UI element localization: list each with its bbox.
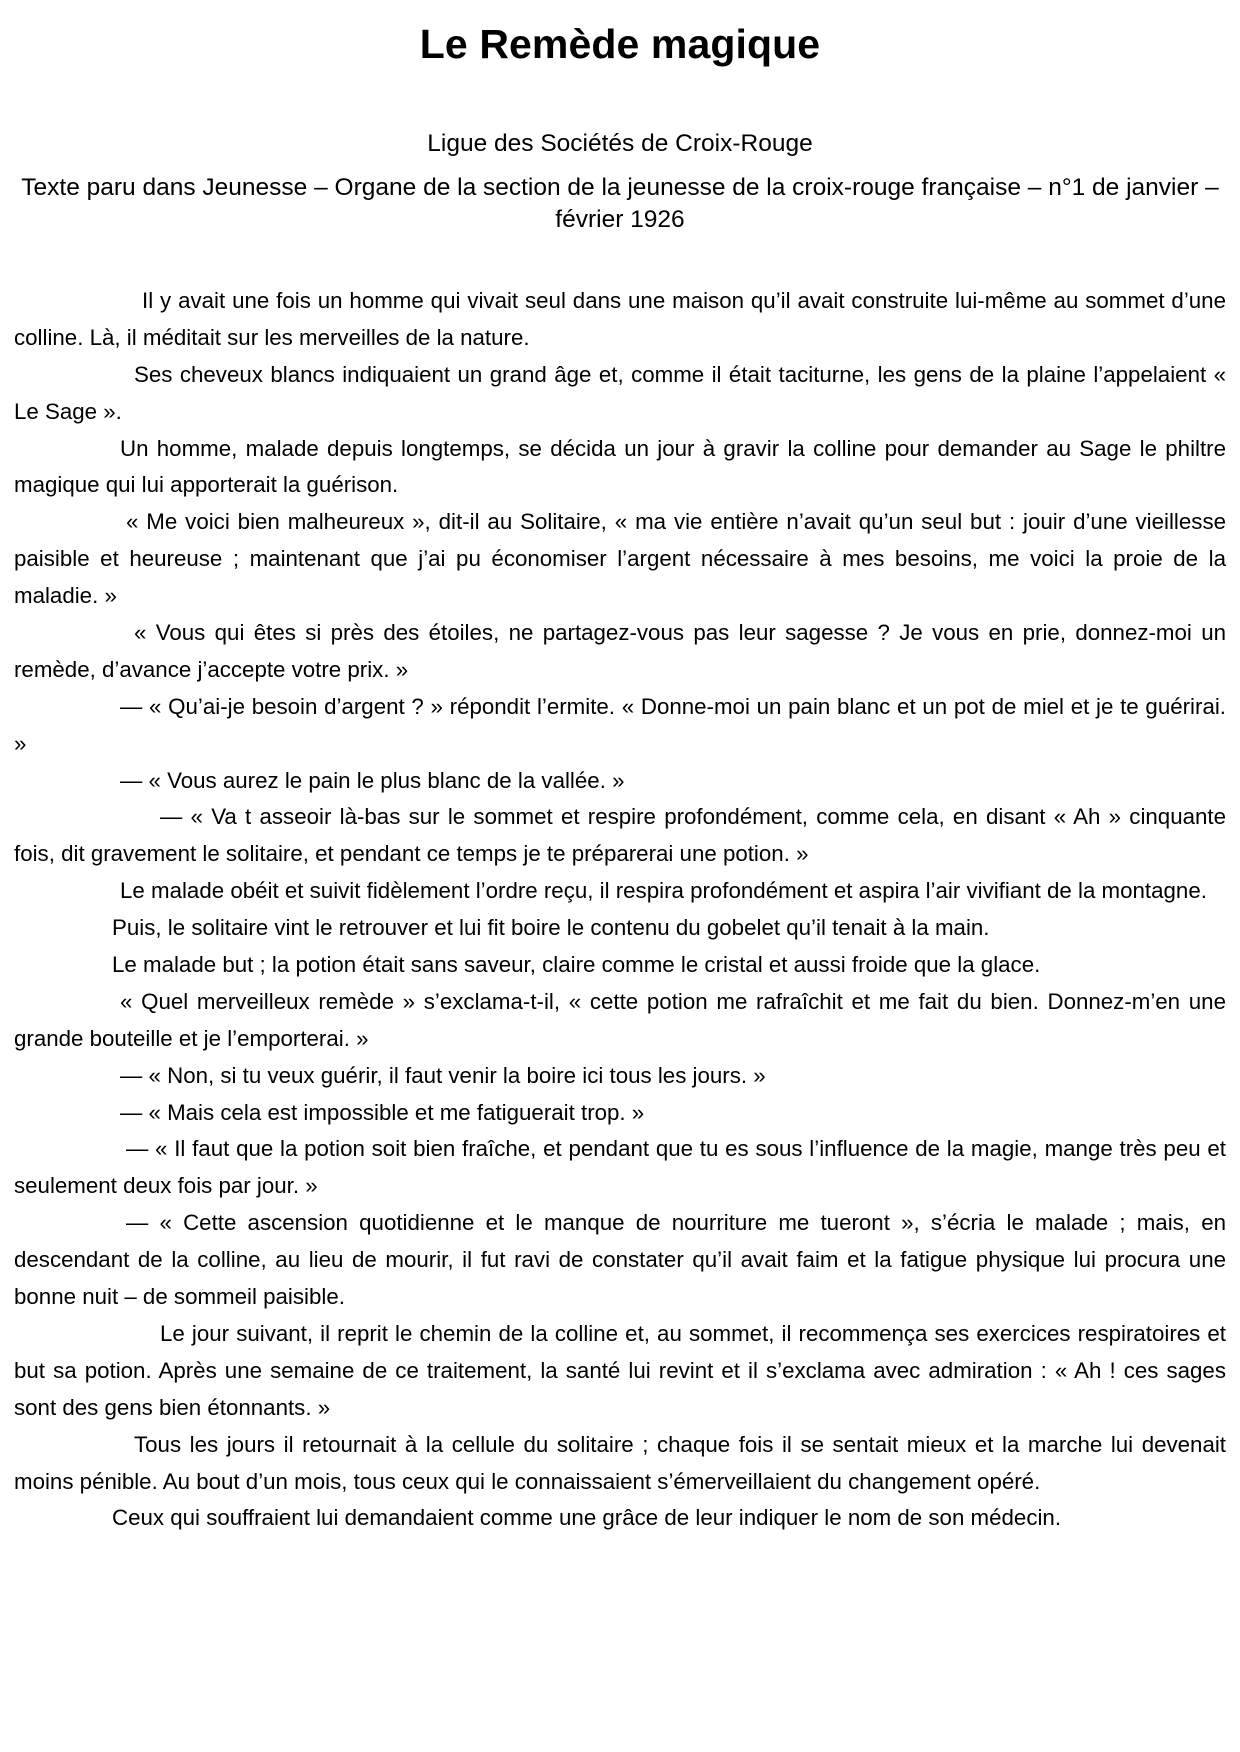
body-paragraph: « Vous qui êtes si près des étoiles, ne partagez-vous pas leur sagesse ? Je vous en prie, donnez-moi un remède, d’avance j’accepte votre prix. » <box>14 620 1226 682</box>
body-paragraph: Le jour suivant, il reprit le chemin de la colline et, au sommet, il recommença ses exercices respiratoires et but sa potion. Après une semaine de ce traitement, la santé lui revint et il s’exclama avec admiration : « Ah ! ces sages sont des gens bien étonnants. » <box>14 1320 1226 1420</box>
body-paragraph: Tous les jours il retournait à la cellule du solitaire ; chaque fois il se sentait mieux et la marche lui devenait moins pénible. Au bout d’un mois, tous ceux qui le connaissaient s’émerveillaient du changement opéré. <box>14 1431 1226 1494</box>
body-paragraph: — « Mais cela est impossible et me fatiguerait trop. » <box>120 1099 645 1125</box>
subtitle-line-publication: Texte paru dans Jeunesse – Organe de la section de la jeunesse de la croix-rouge française – n°1 de janvier – février 1926 <box>21 173 1219 234</box>
body-paragraph: — « Il faut que la potion soit bien fraîche, et pendant que tu es sous l’influence de la magie, mange très peu et seulement deux fois par jour. » <box>14 1136 1226 1199</box>
page-title: Le Remède magique <box>419 21 821 67</box>
body-paragraph: — « Non, si tu veux guérir, il faut venir la boire ici tous les jours. » <box>120 1062 766 1088</box>
body-paragraph: — « Va t asseoir là-bas sur le sommet et respire profondément, comme cela, en disant « Ah » cinquante fois, dit gravement le solitaire, et pendant ce temps je te préparerai une potion. » <box>14 804 1226 867</box>
body-paragraph: Ceux qui souffraient lui demandaient comme une grâce de leur indiquer le nom de son médecin. <box>112 1505 1062 1531</box>
body-paragraph: — « Qu’ai-je besoin d’argent ? » répondit l’ermite. « Donne-moi un pain blanc et un pot de miel et je te guérirai. » <box>14 693 1226 756</box>
body-paragraph: Ses cheveux blancs indiquaient un grand âge et, comme il était taciturne, les gens de la plaine l’appelaient « Le Sage ». <box>14 361 1226 424</box>
body-paragraph: Le malade but ; la potion était sans saveur, claire comme le cristal et aussi froide que la glace. <box>112 952 1041 978</box>
subtitle-block <box>14 128 1226 237</box>
body-paragraph: Le malade obéit et suivit fidèlement l’ordre reçu, il respira profondément et aspira l’air vivifiant de la montagne. <box>120 878 1207 904</box>
body-paragraph: — « Cette ascension quotidienne et le manque de nourriture me tueront », s’écria le malade ; mais, en descendant de la colline, au lieu de mourir, il fut ravi de constater qu’il avait faim et la fatigue physique lui procura une bonne nuit – de sommeil paisible. <box>14 1210 1226 1310</box>
body-paragraph: — « Vous aurez le pain le plus blanc de la vallée. » <box>120 767 625 793</box>
body-paragraph: « Quel merveilleux remède » s’exclama-t-il, « cette potion me rafraîchit et me fait du bien. Donnez-m’en une grande bouteille et je l’emporterai. » <box>14 988 1226 1051</box>
body-paragraph: Il y avait une fois un homme qui vivait seul dans une maison qu’il avait construite lui-même au sommet d’une colline. Là, il méditait sur les merveilles de la nature. <box>14 288 1226 350</box>
subtitle-line-source: Ligue des Sociétés de Croix-Rouge <box>427 130 813 158</box>
body-paragraph: Puis, le solitaire vint le retrouver et lui fit boire le contenu du gobelet qu’il tenait à la main. <box>112 915 990 941</box>
document-body <box>14 283 1226 1537</box>
body-paragraph: « Me voici bien malheureux », dit-il au Solitaire, « ma vie entière n’avait qu’un seul but : jouir d’une vieillesse paisible et heureuse ; maintenant que j’ai pu économiser l’argent nécessaire à mes besoins, me voici la proie de la maladie. » <box>14 509 1226 609</box>
body-paragraph: Un homme, malade depuis longtemps, se décida un jour à gravir la colline pour demander au Sage le philtre magique qui lui apporterait la guérison. <box>14 435 1226 498</box>
